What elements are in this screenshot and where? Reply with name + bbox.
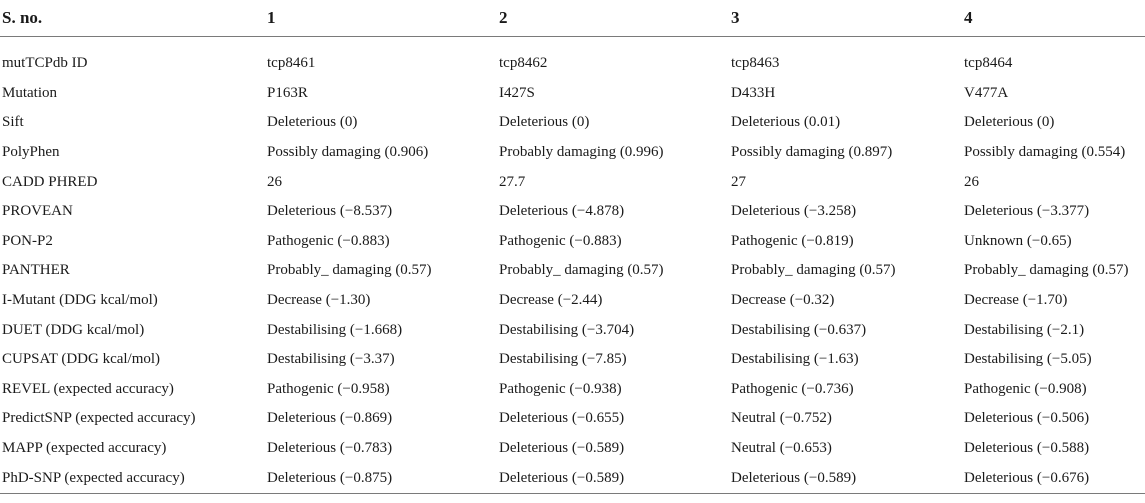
table-cell: tcp8464 (964, 55, 1013, 72)
table-cell: tcp8462 (499, 55, 548, 72)
table-cell: P163R (267, 84, 308, 101)
table-cell: tcp8461 (267, 55, 316, 72)
table-row (0, 375, 1145, 405)
table-cell: Possibly damaging (0.554) (964, 144, 1126, 161)
table-cell: Deleterious (−0.869) (267, 410, 393, 427)
table-cell: Destabilising (−0.637) (731, 321, 867, 338)
table-cell: Deleterious (0) (499, 114, 590, 131)
table-cell: Deleterious (−0.589) (497, 463, 729, 493)
table-cell: Pathogenic (−0.958) (267, 380, 390, 397)
header-cell-4: 4 (962, 0, 1145, 37)
table-cell: Pathogenic (−0.819) (731, 232, 854, 249)
row-label: CUPSAT (DDG kcal/mol) (2, 351, 161, 368)
table-row (0, 79, 1145, 109)
table-cell: Probably damaging (0.996) (499, 144, 664, 161)
table-cell: 27 (731, 173, 746, 190)
table-cell: Pathogenic (−0.938) (499, 380, 622, 397)
row-label: Sift (2, 114, 24, 131)
spacer-row (0, 37, 1145, 50)
table-cell: Pathogenic (−0.908) (964, 380, 1087, 397)
table-cell: Deleterious (0) (267, 114, 358, 131)
table-cell: Deleterious (−0.589) (729, 463, 962, 493)
table-cell: Possibly damaging (0.897) (731, 144, 893, 161)
table-cell: Deleterious (−4.878) (499, 203, 625, 220)
table-cell: Deleterious (−0.655) (499, 410, 625, 427)
table-cell: Deleterious (−8.537) (267, 203, 393, 220)
table-cell: Pathogenic (−0.883) (499, 232, 622, 249)
table-cell: Destabilising (−1.668) (267, 321, 403, 338)
table-cell: 26 (267, 173, 282, 190)
table-cell: V477A (964, 84, 1009, 101)
row-label: PhD-SNP (expected accuracy) (0, 463, 265, 493)
table-cell: Destabilising (−3.704) (499, 321, 635, 338)
row-label: mutTCPdb ID (2, 55, 88, 72)
table-row (0, 167, 1145, 197)
row-label: PON-P2 (2, 232, 53, 249)
row-label: PANTHER (2, 262, 70, 279)
table-cell: Deleterious (0.01) (731, 114, 841, 131)
row-label: DUET (DDG kcal/mol) (2, 321, 145, 338)
table-cell: Probably_ damaging (0.57) (964, 262, 1129, 279)
table-cell: Neutral (−0.752) (731, 410, 832, 427)
table-row (0, 197, 1145, 227)
header-cell-sno: S. no. (0, 0, 265, 37)
table-cell: Decrease (−1.70) (964, 292, 1068, 309)
table-cell: Deleterious (0) (964, 114, 1055, 131)
table-cell: 26 (964, 173, 979, 190)
table-cell: Destabilising (−2.1) (964, 321, 1085, 338)
table-cell: Destabilising (−3.37) (267, 351, 395, 368)
table-row (0, 138, 1145, 168)
table-cell: Destabilising (−5.05) (964, 351, 1092, 368)
table-cell: Neutral (−0.653) (731, 440, 832, 457)
table-row (0, 463, 1145, 493)
table-cell: Possibly damaging (0.906) (267, 144, 429, 161)
table-cell: Probably_ damaging (0.57) (267, 262, 432, 279)
table-cell: Deleterious (−3.377) (964, 203, 1090, 220)
table-cell: Destabilising (−7.85) (499, 351, 627, 368)
table-row (0, 108, 1145, 138)
table-cell: I427S (499, 84, 535, 101)
table-header (0, 0, 1145, 37)
row-label: Mutation (2, 84, 57, 101)
table-cell: Deleterious (−0.676) (962, 463, 1145, 493)
table-cell: D433H (731, 84, 776, 101)
table-cell: Deleterious (−0.506) (964, 410, 1090, 427)
table-row (0, 227, 1145, 257)
table-cell: Deleterious (−3.258) (731, 203, 857, 220)
table-row (0, 404, 1145, 434)
table-cell: Pathogenic (−0.883) (267, 232, 390, 249)
table-cell: Unknown (−0.65) (964, 232, 1072, 249)
table-cell: Deleterious (−0.875) (265, 463, 497, 493)
table-cell: Decrease (−1.30) (267, 292, 371, 309)
table-cell: Deleterious (−0.589) (499, 440, 625, 457)
row-label: I-Mutant (DDG kcal/mol) (2, 292, 158, 309)
table-cell: Decrease (−0.32) (731, 292, 835, 309)
row-label: PredictSNP (expected accuracy) (2, 410, 196, 427)
table-row (0, 315, 1145, 345)
row-label: REVEL (expected accuracy) (2, 380, 174, 397)
header-row (0, 0, 1145, 37)
table-cell: Decrease (−2.44) (499, 292, 603, 309)
table-body (0, 37, 1145, 494)
header-cell-3: 3 (729, 0, 962, 37)
spacer-cell (0, 37, 1145, 50)
table-cell: tcp8463 (731, 55, 780, 72)
table-cell: Destabilising (−1.63) (731, 351, 859, 368)
row-label: PolyPhen (2, 144, 60, 161)
table-row (0, 286, 1145, 316)
header-cell-2: 2 (497, 0, 729, 37)
table-cell: Probably_ damaging (0.57) (499, 262, 664, 279)
table-cell: Deleterious (−0.588) (964, 440, 1090, 457)
table-row (0, 345, 1145, 375)
table-cell: Probably_ damaging (0.57) (731, 262, 896, 279)
row-label: MAPP (expected accuracy) (2, 440, 167, 457)
table-cell: 27.7 (499, 173, 526, 190)
table-cell: Deleterious (−0.783) (267, 440, 393, 457)
header-cell-1: 1 (265, 0, 497, 37)
table-cell: Pathogenic (−0.736) (731, 380, 854, 397)
table-row (0, 49, 1145, 79)
row-label: CADD PHRED (2, 173, 98, 190)
table-row (0, 256, 1145, 286)
row-label: PROVEAN (2, 203, 73, 220)
table-row (0, 434, 1145, 464)
